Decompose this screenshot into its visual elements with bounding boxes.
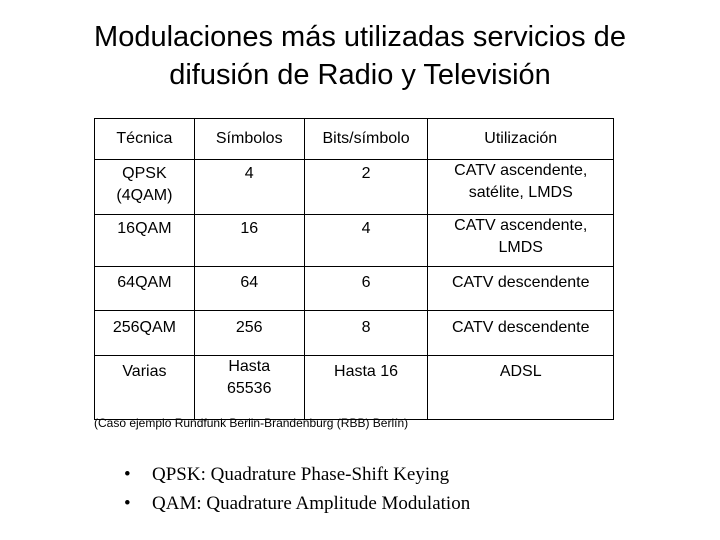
bullet-icon: • bbox=[124, 464, 131, 485]
cell-bits: 8 bbox=[304, 311, 428, 356]
table-row bbox=[95, 311, 614, 356]
list-item bbox=[110, 460, 470, 489]
table-row bbox=[95, 267, 614, 311]
definition-qpsk: QPSK: Quadrature Phase-Shift Keying bbox=[152, 464, 450, 485]
cell-tecnica: Varias bbox=[95, 356, 195, 420]
cell-bits: 2 bbox=[304, 160, 428, 215]
modulation-table bbox=[94, 118, 614, 420]
cell-tecnica: 64QAM bbox=[95, 267, 195, 311]
title-line-1: Modulaciones más utilizadas servicios de bbox=[94, 21, 626, 53]
cell-utilizacion: CATV descendente bbox=[428, 267, 614, 311]
table-row bbox=[95, 356, 614, 420]
cell-utilizacion: CATV ascendente, satélite, LMDS bbox=[428, 160, 614, 215]
slide-title bbox=[0, 18, 720, 94]
definition-list bbox=[110, 460, 470, 518]
cell-tecnica: 256QAM bbox=[95, 311, 195, 356]
cell-bits: 4 bbox=[304, 215, 428, 267]
table-header-row bbox=[95, 119, 614, 160]
cell-bits: 6 bbox=[304, 267, 428, 311]
cell-utilizacion: CATV descendente bbox=[428, 311, 614, 356]
header-tecnica: Técnica bbox=[95, 119, 195, 160]
header-simbolos: Símbolos bbox=[194, 119, 304, 160]
bullet-icon: • bbox=[124, 493, 131, 514]
cell-simbolos: 64 bbox=[194, 267, 304, 311]
cell-simbolos: Hasta 65536 bbox=[194, 356, 304, 420]
cell-simbolos: 16 bbox=[194, 215, 304, 267]
cell-tecnica: 16QAM bbox=[95, 215, 195, 267]
table-row bbox=[95, 160, 614, 215]
cell-utilizacion: ADSL bbox=[428, 356, 614, 420]
cell-tecnica: QPSK (4QAM) bbox=[95, 160, 195, 215]
cell-utilizacion: CATV ascendente, LMDS bbox=[428, 215, 614, 267]
title-line-2: difusión de Radio y Televisión bbox=[169, 59, 551, 91]
source-note: (Caso ejemplo Rundfunk Berlin-Brandenburg (RBB) Berlín) bbox=[94, 416, 409, 430]
definition-qam: QAM: Quadrature Amplitude Modulation bbox=[152, 493, 471, 514]
cell-simbolos: 4 bbox=[194, 160, 304, 215]
header-bits-simbolo: Bits/símbolo bbox=[304, 119, 428, 160]
table-row bbox=[95, 215, 614, 267]
header-utilizacion: Utilización bbox=[428, 119, 614, 160]
cell-simbolos: 256 bbox=[194, 311, 304, 356]
list-item bbox=[110, 489, 470, 518]
cell-bits: Hasta 16 bbox=[304, 356, 428, 420]
